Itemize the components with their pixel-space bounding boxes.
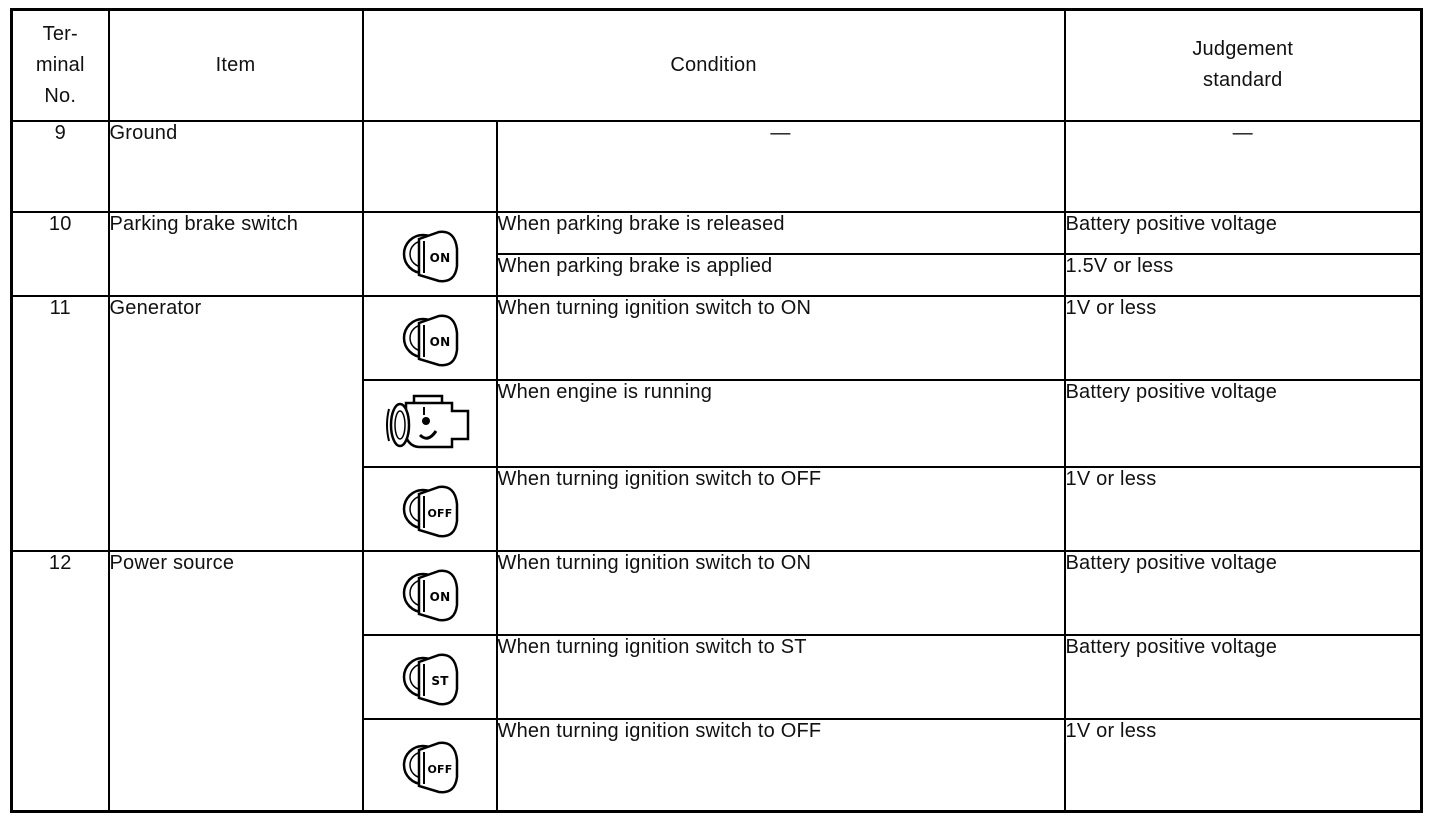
table-row: [12, 121, 1422, 212]
condition-icon-cell: [363, 121, 497, 212]
judgement-text: Battery positive voltage: [1065, 212, 1422, 254]
condition-icon-cell: [363, 212, 497, 296]
condition-text: When turning ignition switch to ON: [497, 551, 1065, 635]
terminal-number: 10: [12, 212, 109, 296]
judgement-text: 1V or less: [1065, 296, 1422, 380]
ignition-key-off-icon: [397, 497, 463, 519]
ignition-key-on-icon: [397, 326, 463, 348]
header-item: Item: [109, 10, 363, 121]
ignition-key-on-icon: [397, 581, 463, 603]
judgement-text: —: [1065, 121, 1422, 212]
key-label: ON: [429, 590, 450, 605]
terminal-spec-table: [10, 8, 1423, 813]
table-row: [12, 212, 1422, 254]
item-name: Generator: [109, 296, 363, 551]
header-judgement-line: Judgement: [1192, 38, 1294, 61]
condition-icon-cell: [363, 635, 497, 719]
item-name: Ground: [109, 121, 363, 212]
condition-icon-cell: [363, 719, 497, 811]
condition-text: When turning ignition switch to ST: [497, 635, 1065, 719]
condition-text: When turning ignition switch to OFF: [497, 719, 1065, 811]
terminal-number: 11: [12, 296, 109, 551]
key-label: OFF: [427, 763, 452, 777]
key-label: ON: [429, 334, 450, 349]
condition-icon-cell: [363, 296, 497, 380]
condition-text: When turning ignition switch to OFF: [497, 467, 1065, 551]
header-terminal-line: Ter-: [42, 22, 78, 45]
key-label: ON: [429, 250, 450, 265]
condition-text: When turning ignition switch to ON: [497, 296, 1065, 380]
engine-running-icon: [384, 412, 476, 434]
condition-icon-cell: [363, 467, 497, 551]
header-terminal-no: [12, 10, 109, 121]
table-row: [12, 551, 1422, 635]
judgement-text: Battery positive voltage: [1065, 635, 1422, 719]
ignition-key-on-icon: [397, 242, 463, 264]
judgement-text: 1V or less: [1065, 719, 1422, 811]
header-terminal-line: No.: [44, 84, 77, 107]
condition-text: When parking brake is released: [497, 212, 1065, 254]
judgement-text: Battery positive voltage: [1065, 380, 1422, 467]
key-label: OFF: [427, 507, 452, 521]
item-name: Parking brake switch: [109, 212, 363, 296]
judgement-text: 1.5V or less: [1065, 254, 1422, 296]
judgement-text: Battery positive voltage: [1065, 551, 1422, 635]
condition-text: When parking brake is applied: [497, 254, 1065, 296]
header-judgement-line: standard: [1203, 69, 1283, 92]
item-name: Power source: [109, 551, 363, 811]
header-judgement: [1065, 10, 1422, 121]
key-label: ST: [430, 674, 449, 689]
header-terminal-line: minal: [35, 53, 85, 76]
header-condition: Condition: [363, 10, 1065, 121]
judgement-text: 1V or less: [1065, 467, 1422, 551]
ignition-key-st-icon: [397, 666, 463, 688]
condition-icon-cell: [363, 551, 497, 635]
condition-text: —: [497, 121, 1065, 212]
table-row: [12, 296, 1422, 380]
header-row: [12, 10, 1422, 121]
terminal-number: 9: [12, 121, 109, 212]
condition-icon-cell: [363, 380, 497, 467]
terminal-number: 12: [12, 551, 109, 811]
ignition-key-off-icon: [397, 753, 463, 775]
condition-text: When engine is running: [497, 380, 1065, 467]
